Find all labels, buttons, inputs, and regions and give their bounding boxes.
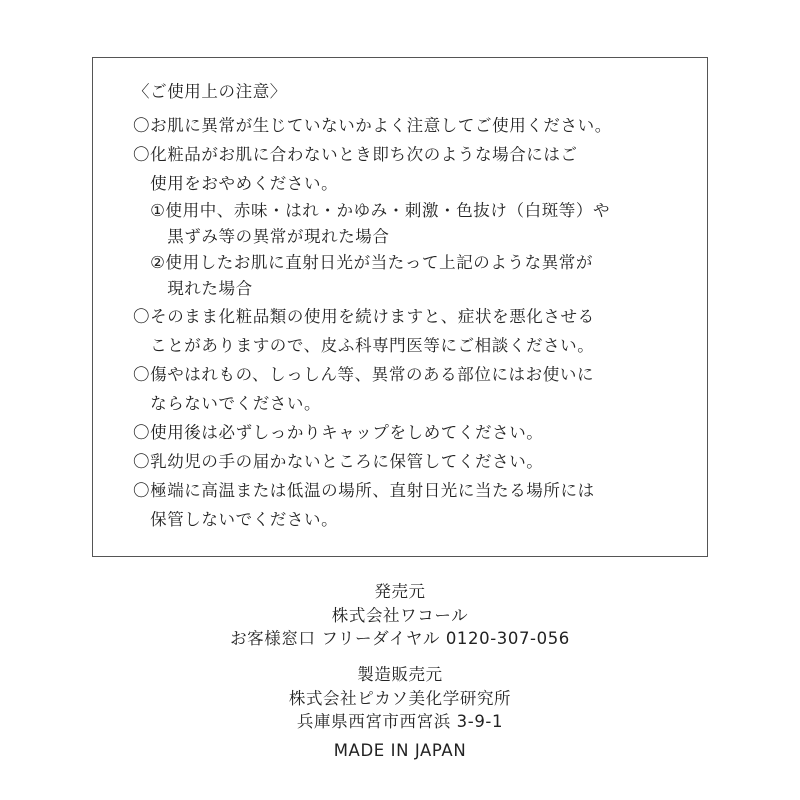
caution-line: 黒ずみ等の異常が現れた場合 bbox=[133, 227, 390, 246]
seller-company: 株式会社ワコール bbox=[331, 605, 469, 625]
caution-item bbox=[133, 447, 693, 476]
caution-item bbox=[133, 418, 693, 447]
origin-block bbox=[0, 739, 800, 763]
manufacturer-block bbox=[0, 663, 800, 734]
caution-line: ことがありますので、皮ふ科専門医等にご相談ください。 bbox=[133, 336, 595, 355]
caution-line: 〇乳幼児の手の届かないところに保管してください。 bbox=[133, 452, 544, 471]
caution-line: 〇傷やはれもの、しっしん等、異常のある部位にはお使いに bbox=[133, 365, 595, 384]
caution-line: 使用をおやめください。 bbox=[133, 174, 339, 193]
caution-line: 〇お肌に異常が生じていないかよく注意してご使用ください。 bbox=[133, 116, 612, 135]
caution-line: 保管しないでください。 bbox=[133, 510, 339, 529]
seller-block bbox=[0, 580, 800, 651]
caution-line: ②使用したお肌に直射日光が当たって上記のような異常が bbox=[133, 253, 593, 272]
manufacturer-label: 製造販売元 bbox=[357, 665, 443, 684]
caution-item bbox=[133, 111, 693, 140]
caution-sub-item bbox=[133, 198, 693, 250]
caution-line: 〇使用後は必ずしっかりキャップをしめてください。 bbox=[133, 423, 544, 442]
caution-item bbox=[133, 302, 693, 360]
caution-item bbox=[133, 360, 693, 418]
made-in-label: MADE IN JAPAN bbox=[333, 741, 467, 760]
caution-line: 〇化粧品がお肌に合わないとき即ち次のような場合にはご bbox=[133, 145, 578, 164]
caution-item bbox=[133, 476, 693, 534]
seller-contact: お客様窓口 フリーダイヤル 0120-307-056 bbox=[230, 629, 570, 648]
caution-line: ①使用中、赤味・はれ・かゆみ・刺激・色抜け（白斑等）や bbox=[133, 201, 611, 220]
seller-label: 発売元 bbox=[374, 582, 426, 601]
caution-content bbox=[133, 80, 693, 534]
caution-line: ならないでください。 bbox=[133, 394, 322, 413]
caution-line: 現れた場合 bbox=[133, 279, 253, 298]
caution-line: 〇極端に高温または低温の場所、直射日光に当たる場所には bbox=[133, 481, 595, 500]
manufacturer-company: 株式会社ピカソ美化学研究所 bbox=[288, 688, 512, 708]
caution-item bbox=[133, 140, 693, 198]
caution-box bbox=[92, 57, 708, 557]
caution-list bbox=[133, 111, 693, 534]
manufacturer-address: 兵庫県西宮市西宮浜 3-9-1 bbox=[296, 712, 504, 731]
caution-sub-item bbox=[133, 250, 693, 302]
caution-heading: 〈ご使用上の注意〉 bbox=[133, 82, 287, 101]
caution-line: 〇そのまま化粧品類の使用を続けますと、症状を悪化させる bbox=[133, 307, 595, 326]
